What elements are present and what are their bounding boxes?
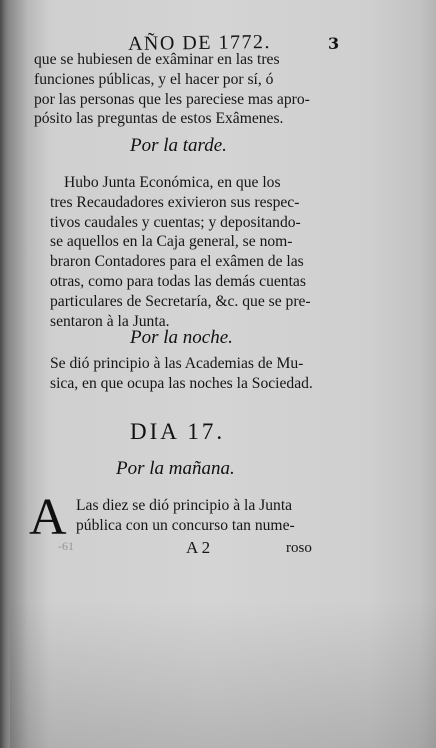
text-line: que se hubiesen de exâminar en las tres — [34, 51, 280, 68]
text-line: sica, en que ocupa las noches la Sociedad. — [50, 374, 313, 392]
text-line: por las personas que les pareciese mas apro- — [34, 90, 310, 108]
text-line: pública con un concurso tan nume- — [76, 516, 295, 534]
page-number: 3 — [328, 34, 340, 53]
running-head: AÑO DE 1772. — [127, 31, 272, 55]
paragraph-2 — [50, 173, 311, 331]
subheading-afternoon: Por la tarde. — [130, 135, 227, 156]
subheading-morning: Por la mañana. — [116, 458, 235, 479]
text-line: tres Recaudadores exivieron sus respec- — [50, 193, 300, 211]
drop-cap: A — [29, 489, 67, 546]
text-line: funciones públicas, y el hacer por sí, ó — [34, 70, 274, 88]
paragraph-3 — [50, 354, 313, 394]
paragraph-4 — [76, 496, 295, 536]
text-line: Las diez se dió principio à la Junta — [76, 497, 293, 514]
day-heading: DIA 17. — [130, 419, 226, 444]
show-through-text: -61 — [58, 539, 74, 553]
text-line: pósito las preguntas de estos Exâmenes. — [34, 110, 284, 128]
text-line: sentaron à la Junta. — [50, 312, 170, 330]
text-line: particulares de Secretaría, &c. que se pre- — [50, 292, 311, 310]
subheading-night: Por la noche. — [130, 327, 233, 348]
text-line: Se dió principio à las Academias de Mu- — [50, 355, 304, 372]
page-shadow — [10, 600, 436, 748]
text-line: Hubo Junta Económica, en que los — [64, 174, 281, 191]
text-line: se aquellos en la Caja general, se nom- — [50, 233, 293, 251]
signature-mark: A 2 — [186, 538, 211, 557]
text-line: otras, como para todas las demás cuentas — [50, 272, 306, 290]
text-line: braron Contadores para el exâmen de las — [50, 253, 304, 271]
paragraph-1 — [34, 50, 310, 129]
text-line: tivos caudales y cuentas; y depositando- — [50, 213, 301, 231]
catchword: roso — [286, 540, 312, 556]
